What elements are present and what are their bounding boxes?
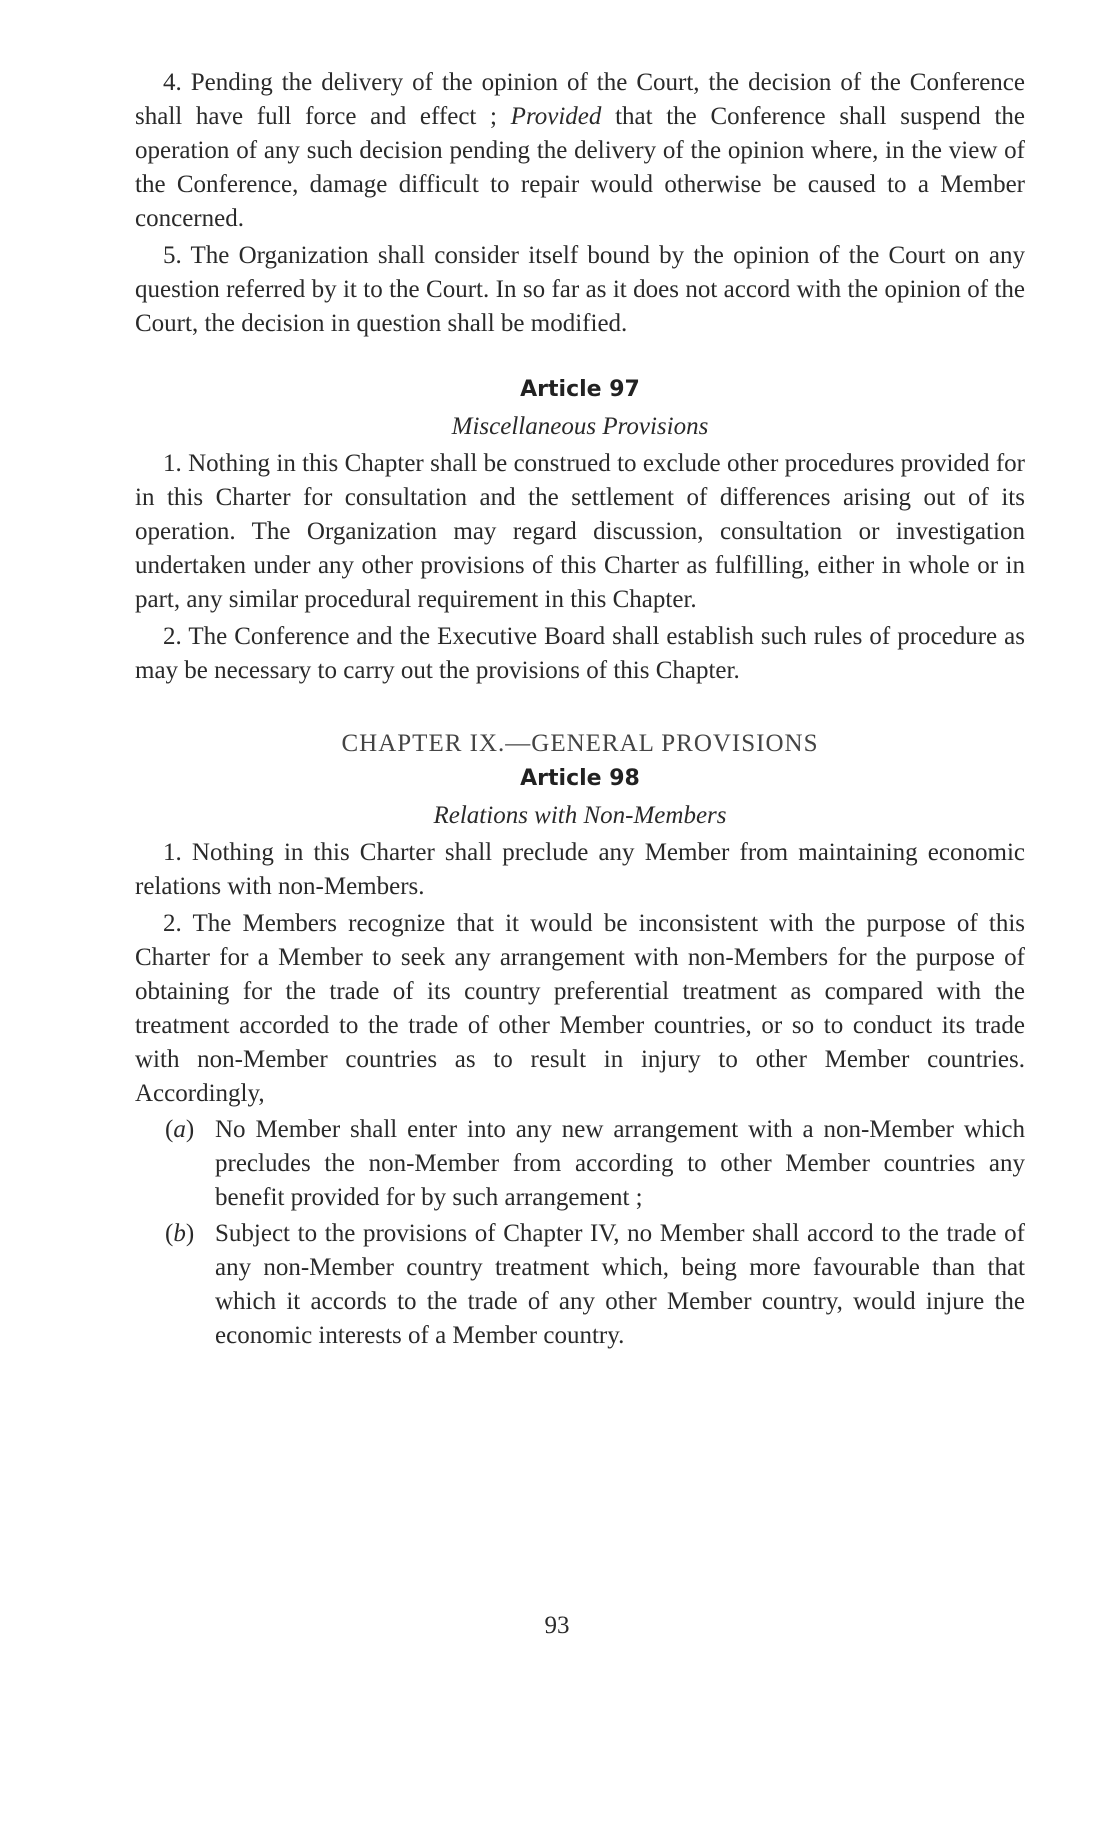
list-item-letter: a bbox=[173, 1116, 186, 1143]
list-item-text: No Member shall enter into any new arrangement with a non-Member which precludes the non-Member from according to other Member countries any benefit provided for by such arrangement ; bbox=[215, 1116, 1025, 1211]
paragraph-number: 2. bbox=[163, 910, 182, 937]
article-98-paragraph-2 bbox=[135, 907, 1025, 1111]
paragraph-number: 5. bbox=[163, 242, 182, 269]
article-97-paragraph-2 bbox=[135, 620, 1025, 688]
paragraph-5 bbox=[135, 239, 1025, 341]
page-number: 93 bbox=[544, 1612, 570, 1639]
article-97-heading: Article 97 bbox=[520, 377, 640, 402]
list-item-marker: (a) bbox=[165, 1116, 195, 1143]
paragraph-text: The Organization shall consider itself bound by the opinion of the Court on any question referred by it to the Court. In so far as it does not accord with the opinion of the Court, the decision in question shall be modified. bbox=[135, 242, 1025, 337]
article-98-subtitle: Relations with Non-Members bbox=[433, 802, 727, 829]
paragraph-text: The Conference and the Executive Board shall establish such rules of procedure as may be necessary to carry out the provisions of this Chapter. bbox=[135, 623, 1025, 684]
list-item-text: Subject to the provisions of Chapter IV, no Member shall accord to the trade of any non-Member country treatment which, being more favourable than that which it accords to the trade of any other Member country, would injure the economic interests of a Member country. bbox=[215, 1220, 1025, 1349]
paragraph-text: The Members recognize that it would be inconsistent with the purpose of this Charter for a Member to seek any arrangement with non-Members for the purpose of obtaining for the trade of its country preferential treatment as compared with the treatment accorded to the trade of other Member countries, or so to conduct its trade with non-Member countries as to result in injury to other Member countries. Accordingly, bbox=[135, 910, 1025, 1107]
article-98-paragraph-1 bbox=[135, 836, 1025, 904]
article-98-heading: Article 98 bbox=[520, 766, 640, 791]
chapter-heading: CHAPTER IX.—GENERAL PROVISIONS bbox=[341, 730, 819, 757]
paragraph-4 bbox=[135, 66, 1025, 236]
article-97-subtitle: Miscellaneous Provisions bbox=[451, 413, 709, 440]
paragraph-text: Pending the delivery of the opinion of the Court, the decision of the Conference shall have full force and effect ; bbox=[135, 69, 1026, 130]
paragraph-text: Nothing in this Charter shall preclude any Member from maintaining economic relations with non-Members. bbox=[135, 839, 1025, 900]
list-item-b bbox=[135, 1217, 1025, 1353]
paragraph-text: that the Conference shall suspend the operation of any such decision pending the delivery of the opinion where, in the view of the Conference, damage difficult to repair would otherwise be caused to a Member concerned. bbox=[135, 103, 1025, 232]
paragraph-number: 1. bbox=[163, 450, 182, 477]
paragraph-text: Nothing in this Chapter shall be construed to exclude other procedures provided for in this Charter for consultation and the settlement of differences arising out of its operation. The Organization may regard discussion, consultation or investigation undertaken under any other provisions of this Charter as fulfilling, either in whole or in part, any similar procedural requirement in this Chapter. bbox=[135, 450, 1026, 613]
document-page bbox=[135, 66, 1025, 1353]
list-item-letter: b bbox=[173, 1220, 186, 1247]
list-item-a bbox=[135, 1113, 1025, 1215]
paragraph-number: 2. bbox=[163, 623, 182, 650]
paragraph-italic-provided: Provided bbox=[510, 103, 602, 130]
article-97-paragraph-1 bbox=[135, 447, 1025, 617]
paragraph-number: 4. bbox=[163, 69, 182, 96]
list-item-marker: (b) bbox=[165, 1220, 195, 1247]
paragraph-number: 1. bbox=[163, 839, 182, 866]
